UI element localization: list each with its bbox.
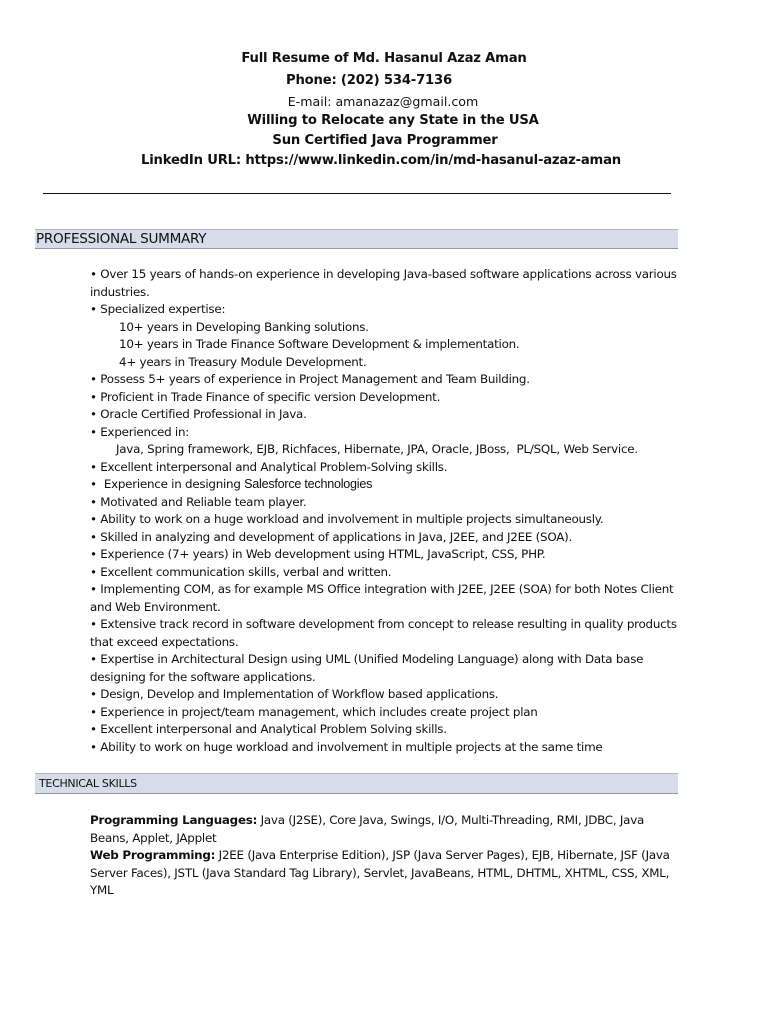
summary-subitem: 10+ years in Trade Finance Software Development & implementation. <box>119 337 520 351</box>
summary-item: • Implementing COM, as for example MS Office integration with J2EE, J2EE (SOA) for both Notes Client and Web Environment. <box>90 582 677 614</box>
phone-number: Phone: (202) 534-7136 <box>286 73 452 88</box>
relocation-statement: Willing to Relocate any State in the USA <box>247 113 539 128</box>
web-programming-label: Web Programming: <box>90 848 216 862</box>
summary-heading: PROFESSIONAL SUMMARY <box>36 231 207 247</box>
summary-item: • Design, Develop and Implementation of Workflow based applications. <box>90 687 499 701</box>
summary-item: • Experienced in: <box>90 424 190 439</box>
summary-item: • Ability to work on huge workload and involvement in multiple projects at the same time <box>90 739 603 754</box>
summary-item <box>90 476 680 494</box>
certification-line: Sun Certified Java Programmer <box>272 133 498 148</box>
summary-item: • Experience in project/team management, which includes create project plan <box>90 704 538 719</box>
skills-heading: TECHNICAL SKILLS <box>39 777 137 790</box>
programming-languages-entry <box>90 812 670 847</box>
summary-item: • Over 15 years of hands-on experience in developing Java-based software applications across various industries. <box>90 267 681 299</box>
summary-item: • Skilled in analyzing and development of applications in Java, J2EE, and J2EE (SOA). <box>90 529 573 544</box>
linkedin-url: LinkedIn URL: https://www.linkedin.com/in/md-hasanul-azaz-aman <box>141 153 621 168</box>
summary-subitem: 10+ years in Developing Banking solutions. <box>119 319 369 334</box>
skills-block <box>90 812 670 900</box>
summary-list <box>90 266 680 756</box>
summary-item: • Expertise in Architectural Design using UML (Unified Modeling Language) along with Data base designing for the software applications. <box>90 652 647 684</box>
summary-item: • Oracle Certified Professional in Java. <box>90 407 307 421</box>
summary-item: • Possess 5+ years of experience in Project Management and Team Building. <box>90 372 530 386</box>
email-address: E-mail: amanazaz@gmail.com <box>287 94 479 109</box>
summary-item: • Extensive track record in software development from concept to release resulting in quality products that exceed expectations. <box>90 617 681 649</box>
web-programming-value: J2EE (Java Enterprise Edition), JSP (Java Server Pages), EJB, Hibernate, JSF (Java Server Faces), JSTL (Java Standard Tag Library), Servlet, JavaBeans, HTML, DHTML, XHTML, CSS, XML, YML <box>90 848 670 897</box>
programming-languages-value: Java (J2SE), Core Java, Swings, I/O, Multi-Threading, RMI, JDBC, Java Beans, Applet, JApplet <box>90 813 645 845</box>
summary-subitem: Java, Spring framework, EJB, Richfaces, Hibernate, JPA, Oracle, JBoss, PL/SQL, Web Service. <box>116 442 638 456</box>
programming-languages-label: Programming Languages: <box>90 813 258 827</box>
summary-item: • Excellent interpersonal and Analytical Problem Solving skills. <box>90 722 447 736</box>
summary-item: • Ability to work on a huge workload and involvement in multiple projects simultaneously. <box>90 512 604 526</box>
summary-item-text: • Experience in designing <box>90 477 245 491</box>
web-programming-entry <box>90 847 670 900</box>
summary-item: • Experience (7+ years) in Web development using HTML, JavaScript, CSS, PHP. <box>90 547 546 561</box>
resume-title: Full Resume of Md. Hasanul Azaz Aman <box>241 51 527 66</box>
summary-item: • Motivated and Reliable team player. <box>90 494 307 509</box>
summary-item: • Specialized expertise: <box>90 302 226 316</box>
salesforce-text: Salesforce technologies <box>244 477 373 491</box>
header-divider <box>43 193 671 194</box>
summary-item: • Excellent interpersonal and Analytical Problem-Solving skills. <box>90 459 448 474</box>
summary-subitem: 4+ years in Treasury Module Development. <box>119 354 367 369</box>
summary-item: • Proficient in Trade Finance of specific version Development. <box>90 389 441 404</box>
summary-item: • Excellent communication skills, verbal and written. <box>90 564 392 579</box>
